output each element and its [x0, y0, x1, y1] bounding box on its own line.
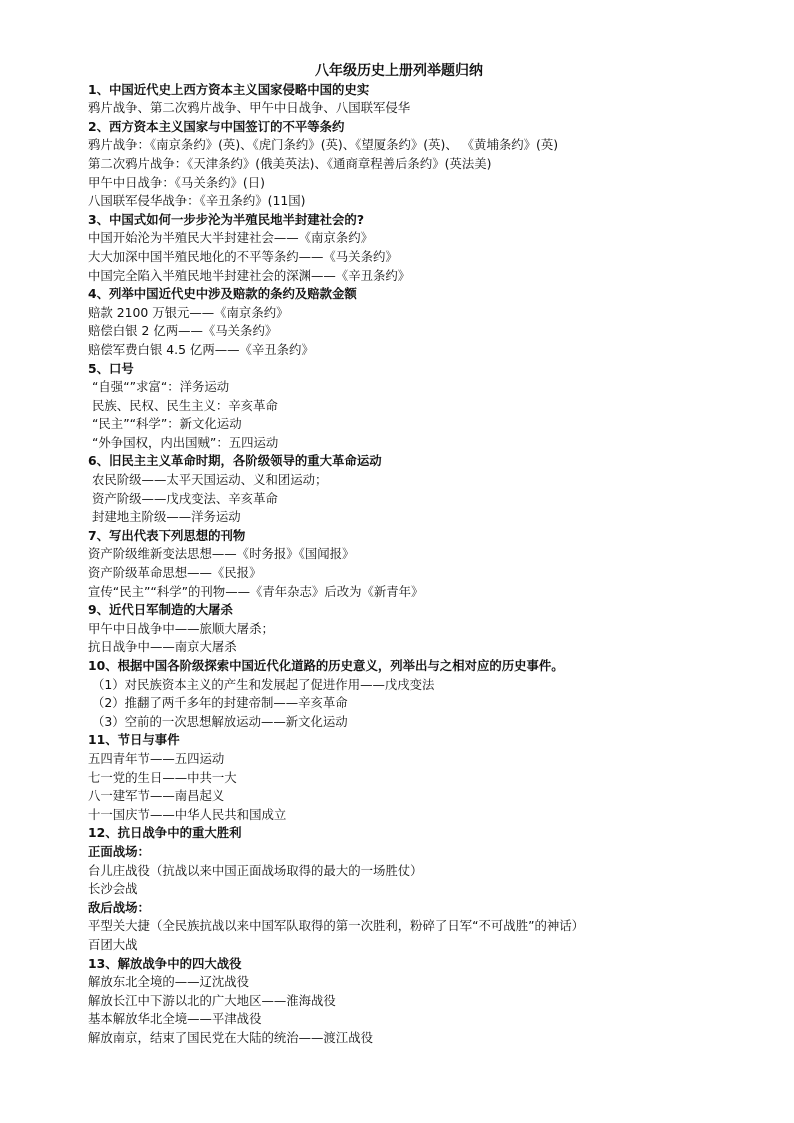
text-line: “自强“”求富“：洋务运动: [92, 379, 230, 395]
text-line: 平型关大捷（全民族抗战以来中国军队取得的第一次胜利，粉碎了日军“不可战胜”的神话）: [88, 918, 585, 934]
text-line: 赔款 2100 万银元——《南京条约》: [88, 304, 289, 320]
section-heading: 1、中国近代史上西方资本主义国家侵略中国的史实: [88, 81, 370, 97]
text-line: 农民阶级——太平天国运动、义和团运动；: [92, 472, 328, 488]
section-heading: 5、口号: [88, 360, 134, 376]
text-line: 八一建军节——南昌起义: [88, 788, 225, 804]
text-line: 资产阶级维新变法思想——《时务报》《国闻报》: [88, 546, 355, 562]
section-heading: 2、西方资本主义国家与中国签订的不平等条约: [88, 118, 345, 134]
text-line: “外争国权，内出国贼”：五四运动: [92, 434, 279, 450]
section-heading: 6、旧民主主义革命时期，各阶级领导的重大革命运动: [88, 453, 382, 469]
text-line: 台儿庄战役（抗战以来中国正面战场取得的最大的一场胜仗）: [88, 862, 423, 878]
text-line: 中国完全陷入半殖民地半封建社会的深渊——《辛丑条约》: [88, 267, 411, 283]
text-line: 长沙会战: [88, 881, 138, 897]
section-heading: 11、节日与事件: [88, 732, 180, 748]
text-line: （1）对民族资本主义的产生和发展起了促进作用——戊戌变法: [92, 676, 435, 692]
text-line: 基本解放华北全境——平津战役: [88, 1011, 262, 1027]
document-body: [88, 81, 688, 1048]
section-heading: 3、中国式如何一步步沦为半殖民地半封建社会的?: [88, 211, 365, 227]
text-line: 百团大战: [88, 936, 138, 952]
text-line: 解放东北全境的——辽沈战役: [88, 974, 250, 990]
text-line: 大大加深中国半殖民地化的不平等条约——《马关条约》: [88, 248, 398, 264]
text-line: 五四青年节——五四运动: [88, 750, 225, 766]
text-line: 十一国庆节——中华人民共和国成立: [88, 806, 287, 822]
section-heading: 9、近代日军制造的大屠杀: [88, 602, 233, 618]
text-line: 甲午中日战争：《马关条约》(日): [88, 174, 265, 190]
text-line: 八国联军侵华战争：《辛丑条约》(11国): [88, 193, 306, 209]
text-line: 甲午中日战争中——旅顺大屠杀；: [88, 620, 274, 636]
text-line: “民主”“科学”：新文化运动: [92, 416, 242, 432]
section-heading: 7、写出代表下列思想的刊物: [88, 527, 246, 543]
text-line: （3）空前的一次思想解放运动——新文化运动: [92, 713, 348, 729]
text-line: 中国开始沦为半殖民大半封建社会——《南京条约》: [88, 230, 373, 246]
text-line: 鸦片战争、第二次鸦片战争、甲午中日战争、八国联军侵华: [88, 100, 411, 116]
text-line: 赔偿白银 2 亿两——《马关条约》: [88, 323, 278, 339]
text-line: 资产阶级革命思想——《民报》: [88, 565, 262, 581]
text-line: （2）推翻了两千多年的封建帝制——辛亥革命: [92, 695, 348, 711]
text-line: 抗日战争中——南京大屠杀: [88, 639, 237, 655]
section-heading: 10、根据中国各阶级探索中国近代化道路的历史意义，列举出与之相对应的历史事件。: [88, 658, 564, 673]
subsection-heading: 正面战场：: [88, 843, 150, 859]
text-line: 宣传“民主”“科学”的刊物——《青年杂志》后改为《新青年》: [88, 583, 424, 599]
section-heading: 13、解放战争中的四大战役: [88, 955, 242, 971]
text-line: 封建地主阶级——洋务运动: [92, 509, 241, 525]
text-line: 民族、民权、民生主义：辛亥革命: [92, 397, 278, 413]
text-line: 赔偿军费白银 4.5 亿两——《辛丑条约》: [88, 341, 314, 357]
text-line: 解放长江中下游以北的广大地区——淮海战役: [88, 992, 336, 1008]
text-line: 第二次鸦片战争：《天津条约》(俄美英法)、《通商章程善后条约》(英法美): [88, 155, 492, 171]
section-heading: 12、抗日战争中的重大胜利: [88, 825, 242, 841]
text-line: 七一党的生日——中共一大: [88, 769, 237, 785]
document-title: 八年级历史上册列举题归纳: [315, 63, 483, 79]
text-line: 资产阶级——戊戌变法、辛亥革命: [92, 490, 278, 506]
subsection-heading: 敌后战场：: [88, 899, 150, 915]
document-page: [88, 62, 688, 1047]
section-heading: 4、列举中国近代史中涉及赔款的条约及赔款金额: [88, 286, 357, 302]
text-line: 解放南京，结束了国民党在大陆的统治——渡江战役: [88, 1029, 373, 1045]
text-line: 鸦片战争：《南京条约》(英)、《虎门条约》(英)、《望厦条约》(英)、 《黄埔条约》(英): [88, 137, 559, 153]
